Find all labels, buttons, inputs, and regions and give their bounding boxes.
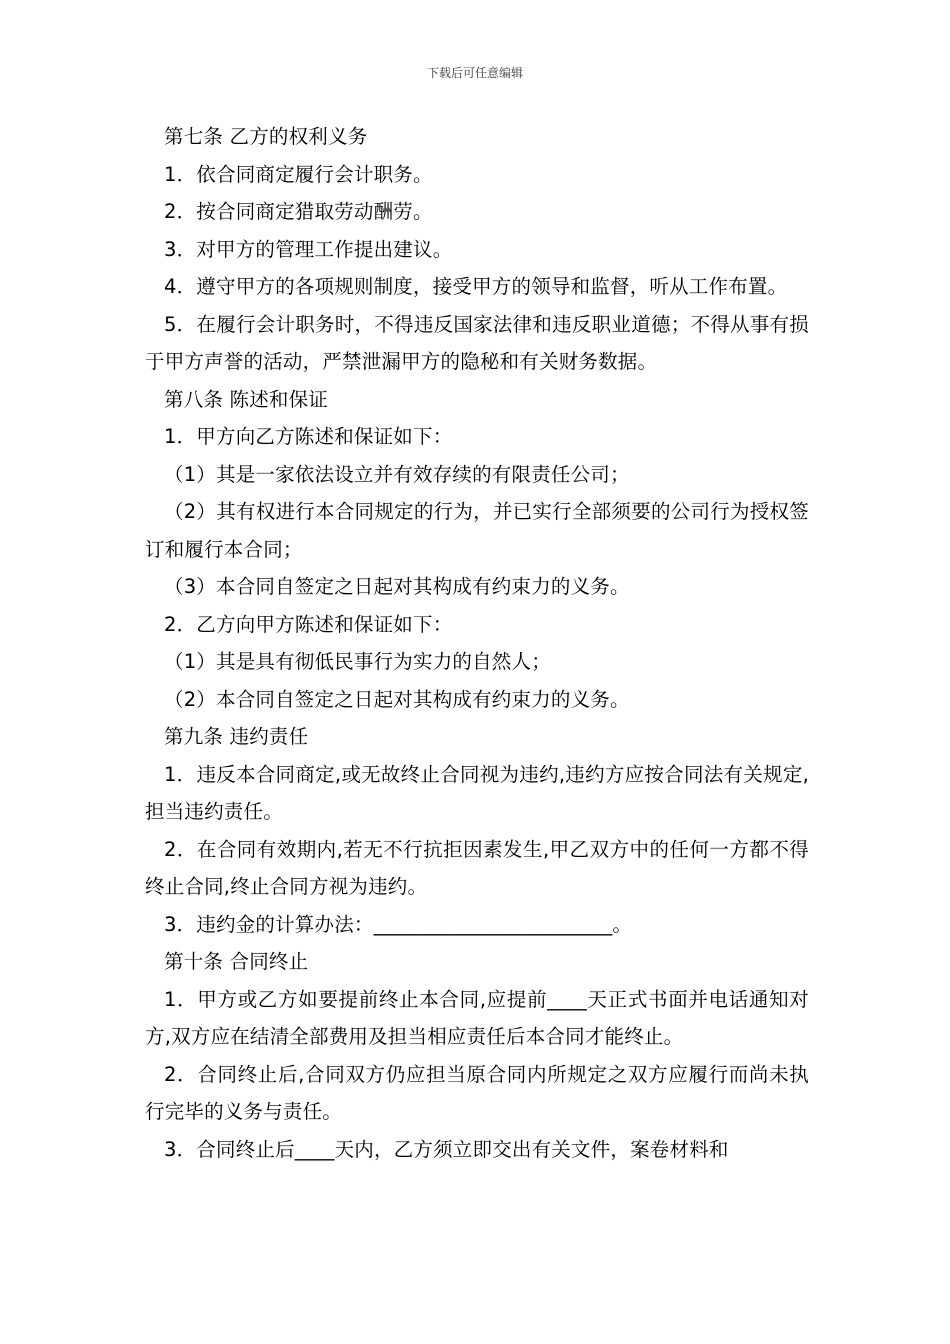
paragraph: 3．违约金的计算办法：________________________。 [164, 912, 633, 936]
article-7-heading: 第七条 乙方的权利义务 [164, 125, 368, 148]
paragraph: 1．依合同商定履行会计职务。 [164, 162, 433, 186]
paragraph: （1）其是一家依法设立并有效存续的有限责任公司； [164, 462, 630, 486]
article-9-heading: 第九条 违约责任 [164, 725, 309, 748]
paragraph: 1．甲方或乙方如要提前终止本合同,应提前____天正式书面并电话通知对方,双方应在结清全部费用及担当相应责任后本合同才能终止。 [145, 987, 809, 1048]
paragraph: 4．遵守甲方的各项规则制度，接受甲方的领导和监督，听从工作布置。 [164, 275, 788, 298]
paragraph: 2．合同终止后,合同双方仍应担当原合同内所规定之双方应履行而尚未执行完毕的义务与责任。 [145, 1062, 809, 1123]
header-note: 下载后可任意编辑 [426, 66, 523, 80]
paragraph: （2）其有权进行本合同规定的行为，并已实行全部须要的公司行为授权签订和履行本合同； [145, 500, 809, 561]
paragraph: 3．对甲方的管理工作提出建议。 [164, 237, 453, 261]
paragraph: 1．甲方向乙方陈述和保证如下： [164, 425, 453, 448]
article-10-heading: 第十条 合同终止 [164, 950, 309, 973]
paragraph: 2．按合同商定猎取劳动酬劳。 [164, 200, 433, 223]
paragraph: （1）其是具有彻低民事行为实力的自然人； [164, 650, 551, 673]
paragraph: 5．在履行会计职务时，不得违反国家法律和违反职业道德；不得从事有损于甲方声誉的活动，严禁泄漏甲方的隐秘和有关财务数据。 [145, 312, 809, 373]
paragraph: 1．违反本合同商定,或无故终止合同视为违约,违约方应按合同法有关规定,担当违约责任。 [145, 762, 809, 823]
paragraph: 2．乙方向甲方陈述和保证如下： [164, 612, 453, 636]
paragraph: 3．合同终止后____天内，乙方须立即交出有关文件，案卷材料和 [164, 1137, 729, 1161]
document-body [145, 118, 809, 1168]
paragraph: （3）本合同自签定之日起对其构成有约束力的义务。 [164, 575, 630, 598]
article-8-heading: 第八条 陈述和保证 [164, 387, 328, 411]
paragraph: 2．在合同有效期内,若无不行抗拒因素发生,甲乙双方中的任何一方都不得终止合同,终止合同方视为违约。 [145, 837, 809, 898]
paragraph: （2）本合同自签定之日起对其构成有约束力的义务。 [164, 687, 630, 711]
